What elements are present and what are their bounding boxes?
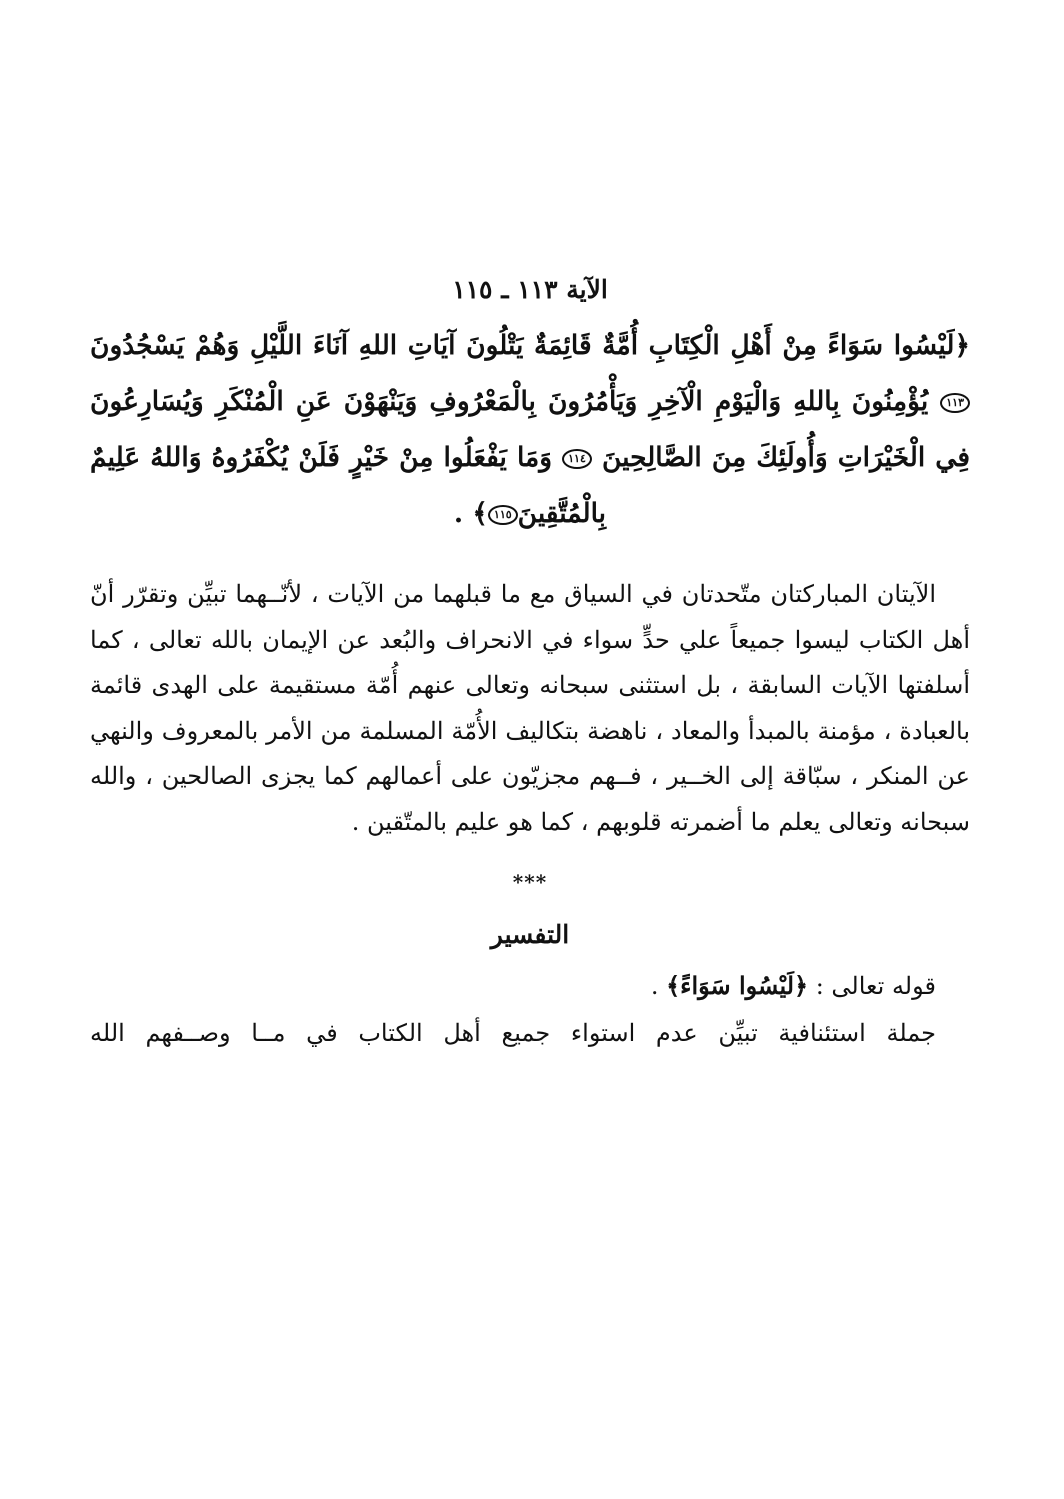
page-body bbox=[90, 270, 970, 1056]
quoted-verse-line bbox=[90, 963, 970, 1009]
tafsir-heading: التفسير bbox=[490, 920, 570, 949]
quran-verse-block bbox=[90, 318, 970, 542]
verse-text-113: ﴿لَيْسُوا سَوَاءً مِنْ أَهْلِ الْكِتَابِ أُمَّةٌ قَائِمَةٌ يَتْلُونَ آيَاتِ اللهِ آنَاءَ اللَّيْلِ وَهُمْ يَسْجُدُونَ bbox=[90, 330, 970, 361]
ayah-number-115: ١١٥ bbox=[488, 505, 518, 525]
verse-text-115: وَمَا يَفْعَلُوا مِنْ خَيْرٍ فَلَنْ يُكْفَرُوهُ وَاللهُ عَلِيمٌ بِالْمُتَّقِينَ bbox=[90, 442, 607, 529]
verse-closing: ﴾ . bbox=[453, 498, 488, 529]
ayah-number-114: ١١٤ bbox=[562, 449, 592, 469]
quote-prefix: قوله تعالى : bbox=[808, 972, 936, 1000]
section-separator: *** bbox=[512, 870, 548, 894]
ayah-number-113: ١١٣ bbox=[940, 393, 970, 413]
verse-text-114: يُؤْمِنُونَ بِاللهِ وَالْيَوْمِ الْآخِرِ وَيَأْمُرُونَ بِالْمَعْرُوفِ وَيَنْهَوْنَ عَنِ الْمُنْكَرِ وَيُسَارِعُونَ فِي الْخَيْرَاتِ وَأُولَئِكَ مِنَ الصَّالِحِينَ bbox=[90, 386, 971, 473]
commentary-paragraph: الآيتان المباركتان متّحدتان في السياق مع ما قبلهما من الآيات ، لأنّــهما تبيِّن وتقرّر أنّ أهل الكتاب ليسوا جميعاً علي حدٍّ سواء في الانحراف والبُعد عن الإيمان بالله تعالى ، كما أسلفتها الآيات السابقة ، بل استثنى سبحانه وتعالى عنهم أُمّة مستقيمة على الهدى قائمة بالعبادة ، مؤمنة بالمبدأ والمعاد ، ناهضة بتكاليف الأُمّة المسلمة من الأمر بالمعروف والنهي عن المنكر ، سبّاقة إلى الخــير ، فــهم مجزيّون على أعمالهم كما يجزى الصالحين ، والله سبحانه وتعالى يعلم ما أضمرته قلوبهم ، كما هو عليم بالمتّقين . bbox=[90, 580, 970, 836]
verse-range-heading: الآية ١١٣ ـ ١١٥ bbox=[452, 275, 608, 304]
quote-verse-text: ﴿لَيْسُوا سَوَاءً﴾ bbox=[666, 971, 809, 1000]
explanation-line: جملة استئنافية تبيِّن عدم استواء جميع أهل الكتاب في مــا وصــفهم الله bbox=[90, 1019, 936, 1047]
quote-suffix: . bbox=[650, 972, 667, 1000]
